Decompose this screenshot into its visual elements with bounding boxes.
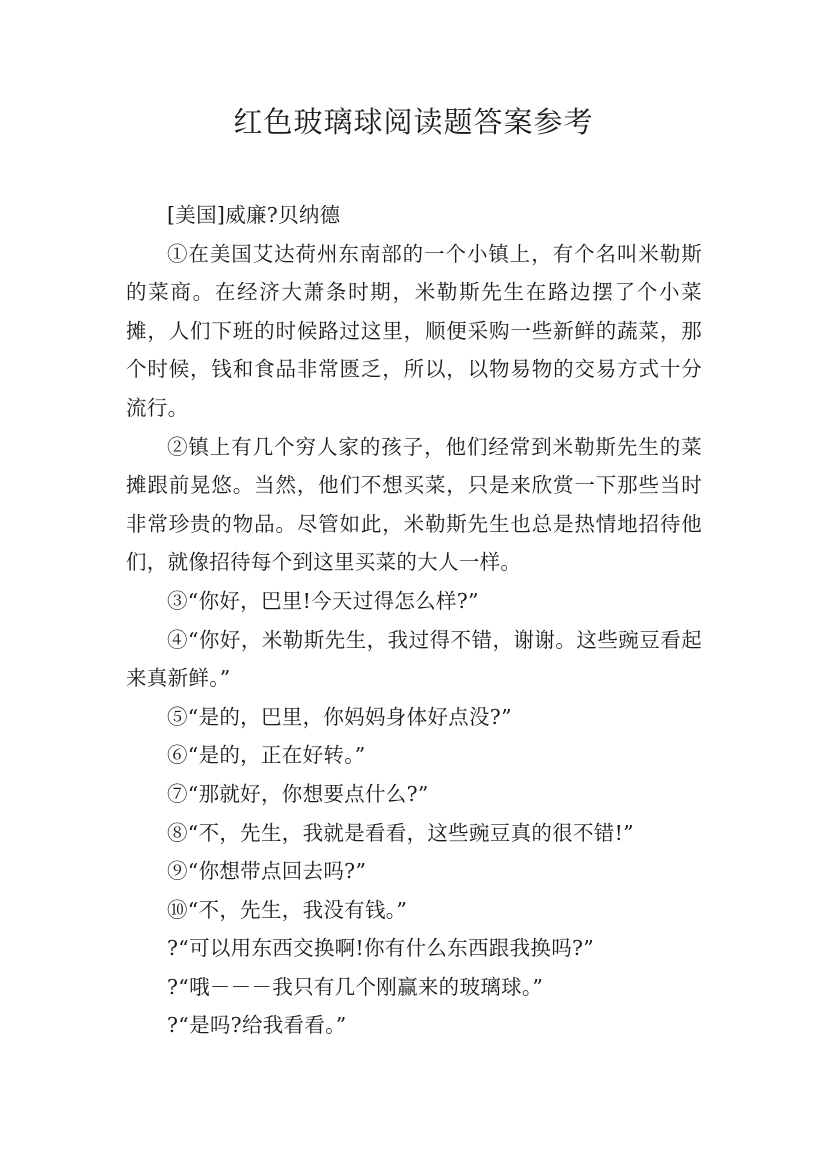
- paragraph-2: ②镇上有几个穷人家的孩子，他们经常到米勒斯先生的菜摊跟前晃悠。当然，他们不想买菜，只是来欣赏一下那些当时非常珍贵的物品。尽管如此，米勒斯先生也总是热情地招待他们，就像招待每个到这里买菜的大人一样。: [126, 434, 702, 575]
- paragraph-9: ⑨“你想带点回去吗?”: [167, 859, 367, 884]
- author-line: [美国]威廉?贝纳德: [167, 203, 341, 227]
- paragraph-13: ?“是吗?给我看看。”: [167, 1013, 347, 1038]
- article-body: [126, 196, 702, 1045]
- paragraph-6: ⑥“是的，正在好转。”: [167, 743, 366, 768]
- paragraph-1: ①在美国艾达荷州东南部的一个小镇上，有个名叫米勒斯的菜商。在经济大萧条时期，米勒斯先生在路边摆了个小菜摊，人们下班的时候路过这里，顺便采购一些新鲜的蔬菜，那个时候，钱和食品非常匮乏，所以，以物易物的交易方式十分流行。: [126, 241, 702, 420]
- paragraph-7: ⑦“那就好，你想要点什么?”: [167, 781, 429, 806]
- paragraph-12: ?“哦－－－我只有几个刚赢来的玻璃球。”: [167, 974, 544, 999]
- page-title: 红色玻璃球阅读题答案参考: [233, 105, 594, 139]
- paragraph-11: ?“可以用东西交换啊!你有什么东西跟我换吗?”: [167, 936, 595, 961]
- paragraph-10: ⑩“不，先生，我没有钱。”: [167, 897, 408, 922]
- paragraph-8: ⑧“不，先生，我就是看看，这些豌豆真的很不错!”: [167, 820, 634, 845]
- paragraph-5: ⑤“是的，巴里，你妈妈身体好点没?”: [167, 704, 512, 729]
- paragraph-4: ④“你好，米勒斯先生，我过得不错，谢谢。这些豌豆看起来真新鲜。”: [126, 627, 702, 691]
- paragraph-3: ③“你好，巴里!今天过得怎么样?”: [167, 588, 479, 613]
